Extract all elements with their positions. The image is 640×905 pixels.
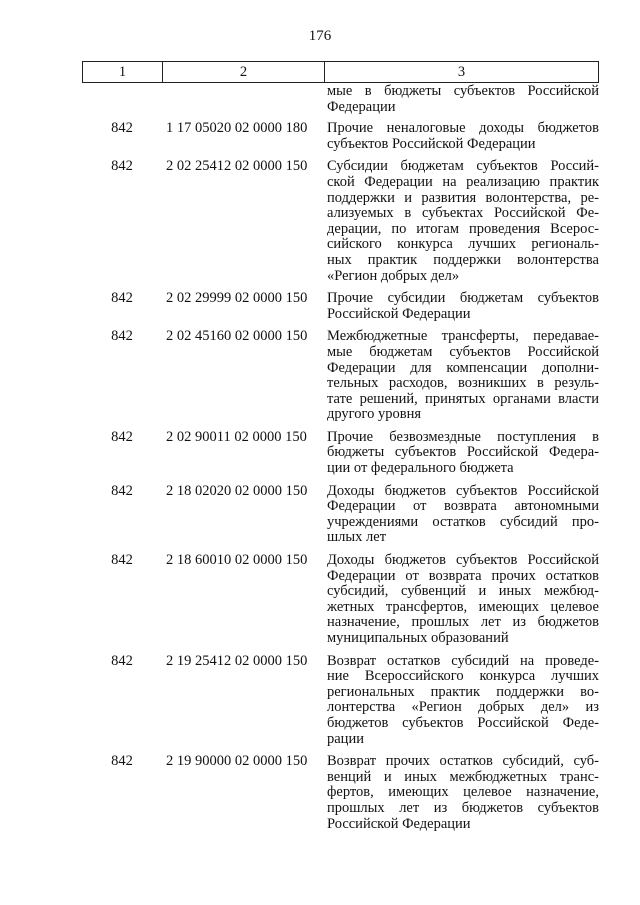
admin-code: 842 — [111, 158, 133, 175]
description-line: другого уровня — [327, 406, 422, 423]
description-line: тате решений, принятых органами власти — [327, 390, 599, 407]
description-line: учреждениями остатков субсидий про- — [327, 513, 599, 530]
budget-code: 2 02 25412 02 0000 150 — [166, 158, 308, 175]
header-col-1: 1 — [83, 62, 163, 82]
admin-code: 842 — [111, 428, 133, 445]
table-row — [82, 121, 599, 152]
description-line: сийского конкурса лучших региональ- — [327, 236, 599, 253]
admin-code: 842 — [111, 328, 133, 345]
continuation-row — [82, 84, 599, 115]
description — [324, 329, 599, 423]
header-col-2: 2 — [163, 62, 325, 82]
description-line: Межбюджетные трансферты, передавае- — [327, 328, 599, 345]
description-line: мые бюджетам субъектов Российской — [327, 343, 599, 360]
budget-code: 2 18 60010 02 0000 150 — [166, 552, 308, 569]
admin-code: 842 — [111, 552, 133, 569]
description-line: Федерации — [327, 98, 396, 115]
description-line: Федерации от возврата автономными — [327, 498, 599, 515]
table-row — [82, 159, 599, 284]
description-line: рации — [327, 730, 364, 747]
description — [324, 654, 599, 748]
description — [324, 291, 599, 322]
description-line: жетных трансфертов, имеющих целевое — [327, 598, 599, 615]
description-line: Возврат прочих остатков субсидий, суб- — [327, 753, 599, 770]
table-row — [82, 291, 599, 322]
budget-code: 2 19 90000 02 0000 150 — [166, 753, 308, 770]
description-line: муниципальных образований — [327, 630, 509, 646]
description — [324, 484, 599, 546]
admin-code: 842 — [111, 120, 133, 137]
admin-code: 842 — [111, 482, 133, 499]
description-line: Федерации для компенсации дополни- — [327, 359, 599, 376]
description-line: шлых лет — [327, 529, 387, 546]
description-line: ции от федерального бюджета — [327, 460, 514, 477]
description-line: «Регион добрых дел» — [327, 267, 460, 284]
description-line: ской Федерации на реализацию практик — [327, 173, 599, 190]
description-line: ных практик поддержки волонтерства — [327, 251, 599, 268]
description-line: Прочие неналоговые доходы бюджетов — [327, 120, 599, 137]
description — [324, 84, 599, 115]
description-line: фертов, имеющих целевое назначение, — [327, 784, 599, 801]
description-line: лонтерства «Регион добрых дел» из — [327, 699, 599, 716]
table-row — [82, 654, 599, 748]
description-line: бюджетов субъектов Российской Феде- — [327, 714, 599, 731]
description-line: прошлых лет из бюджетов субъектов — [327, 799, 599, 816]
description-line: дерации, по итогам проведения Всерос- — [327, 220, 599, 237]
description-line: венций и иных межбюджетных транс- — [327, 768, 599, 785]
budget-code — [162, 84, 324, 115]
admin-code — [82, 84, 162, 115]
budget-code: 1 17 05020 02 0000 180 — [166, 120, 308, 137]
table-row — [82, 430, 599, 477]
admin-code: 842 — [111, 652, 133, 669]
description-line: Российской Федерации — [327, 815, 471, 832]
table-row — [82, 553, 599, 647]
description — [324, 754, 599, 832]
description — [324, 121, 599, 152]
description-line: Федерации от возврата прочих остатков — [327, 567, 599, 584]
table-body — [82, 84, 599, 839]
description-line: поддержки и развития волонтерства, ре- — [327, 189, 599, 206]
admin-code: 842 — [111, 290, 133, 307]
description-line: Прочие безвозмездные поступления в — [327, 428, 599, 445]
description-line: бюджеты субъектов Российской Федера- — [327, 444, 599, 461]
page-number: 176 — [308, 28, 332, 44]
description-line: Российской Федерации — [327, 305, 471, 322]
description-line: Субсидии бюджетам субъектов Россий- — [327, 158, 599, 175]
budget-code: 2 19 25412 02 0000 150 — [166, 652, 308, 669]
table-header — [82, 61, 599, 83]
budget-code: 2 18 02020 02 0000 150 — [166, 482, 308, 499]
description-line: Доходы бюджетов субъектов Российской — [327, 552, 599, 569]
description-line: субсидий, субвенций и иных межбюд- — [327, 583, 599, 600]
table-row — [82, 754, 599, 832]
description-line: субъектов Российской Федерации — [327, 135, 536, 152]
description — [324, 159, 599, 284]
header-col-3: 3 — [457, 64, 466, 80]
description-line: тельных расходов, возникших в резуль- — [327, 375, 599, 392]
description-line: назначение, прошлых лет из бюджетов — [327, 614, 599, 631]
description-line: Доходы бюджетов субъектов Российской — [327, 482, 599, 499]
admin-code: 842 — [111, 753, 133, 770]
budget-code: 2 02 90011 02 0000 150 — [166, 428, 307, 445]
budget-code: 2 02 29999 02 0000 150 — [166, 290, 308, 307]
table-row — [82, 484, 599, 546]
description-line: ние Всероссийского конкурса лучших — [327, 668, 599, 685]
description-line: ализуемых в субъектах Российской Фе- — [327, 205, 599, 222]
description-line: региональных практик поддержки во- — [327, 683, 599, 700]
description-line: Прочие субсидии бюджетам субъектов — [327, 290, 599, 307]
budget-code: 2 02 45160 02 0000 150 — [166, 328, 308, 345]
description-line: Возврат остатков субсидий на проведе- — [327, 652, 599, 669]
description-line: мые в бюджеты субъектов Российской — [327, 83, 599, 99]
description — [324, 430, 599, 477]
description — [324, 553, 599, 647]
table-row — [82, 329, 599, 423]
